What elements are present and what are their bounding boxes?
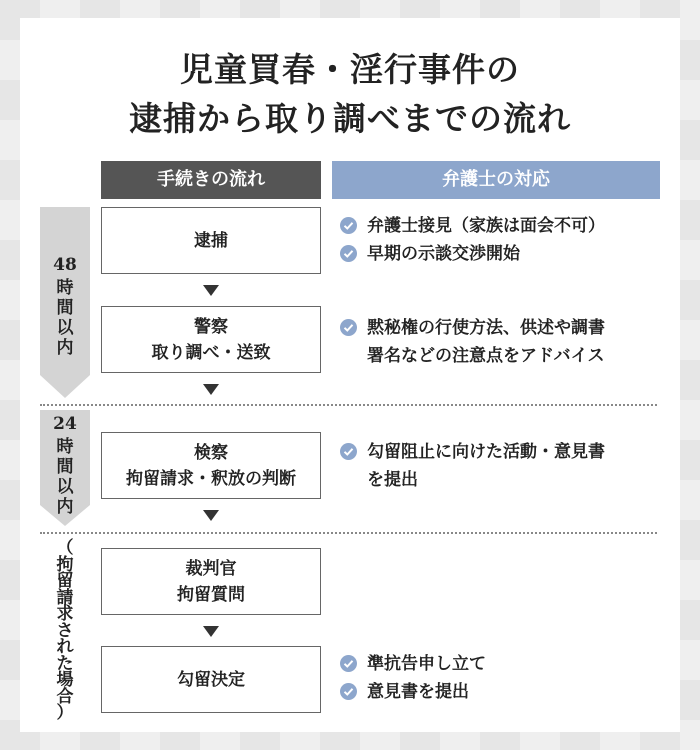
label-24-number: 24 [53,414,77,434]
header-lawyer-response: 弁護士の対応 [332,161,660,199]
response-arrest [340,212,660,268]
header-procedure-flow: 手続きの流れ [101,161,321,199]
title-line-2: 逮捕から取り調べまでの流れ [129,99,571,138]
response-item: 黙秘権の行使方法、供述や調書 署名などの注意点をアドバイス [340,314,660,370]
label-24-hours: 時 間 以 内 [56,437,74,517]
check-circle-icon [340,217,357,234]
step-police: 警察 取り調べ・送致 [101,306,321,373]
response-item: 弁護士接見（家族は面会不可） [340,212,660,240]
response-item: 勾留阻止に向けた活動・意見書 を提出 [340,438,660,494]
step-arrest: 逮捕 [101,207,321,274]
arrow-down-icon [203,285,219,296]
check-circle-icon [340,655,357,672]
divider-24h [40,532,657,534]
response-item: 早期の示談交渉開始 [340,240,660,268]
response-detention-decision [340,650,660,706]
title-line-1: 児童買春・淫行事件の [180,50,520,89]
check-circle-icon [340,683,357,700]
check-circle-icon [340,319,357,336]
arrow-down-icon [203,384,219,395]
step-detention-decision: 勾留決定 [101,646,321,713]
response-item: 意見書を提出 [340,678,660,706]
step-judge: 裁判官 拘留質問 [101,548,321,615]
check-circle-icon [340,245,357,262]
response-police [340,314,660,370]
check-circle-icon [340,443,357,460]
divider-48h [40,404,657,406]
arrow-down-icon [203,626,219,637]
label-48-number: 48 [53,255,77,275]
label-48-hours: 時 間 以 内 [56,278,74,358]
response-item: 準抗告申し立て [340,650,660,678]
response-prosecutor [340,438,660,494]
arrow-down-icon [203,510,219,521]
step-prosecutor: 検察 拘留請求・釈放の判断 [101,432,321,499]
label-if-detention-requested: （ 拘 留 請 求 さ れ た 場 合 ） [56,538,74,723]
